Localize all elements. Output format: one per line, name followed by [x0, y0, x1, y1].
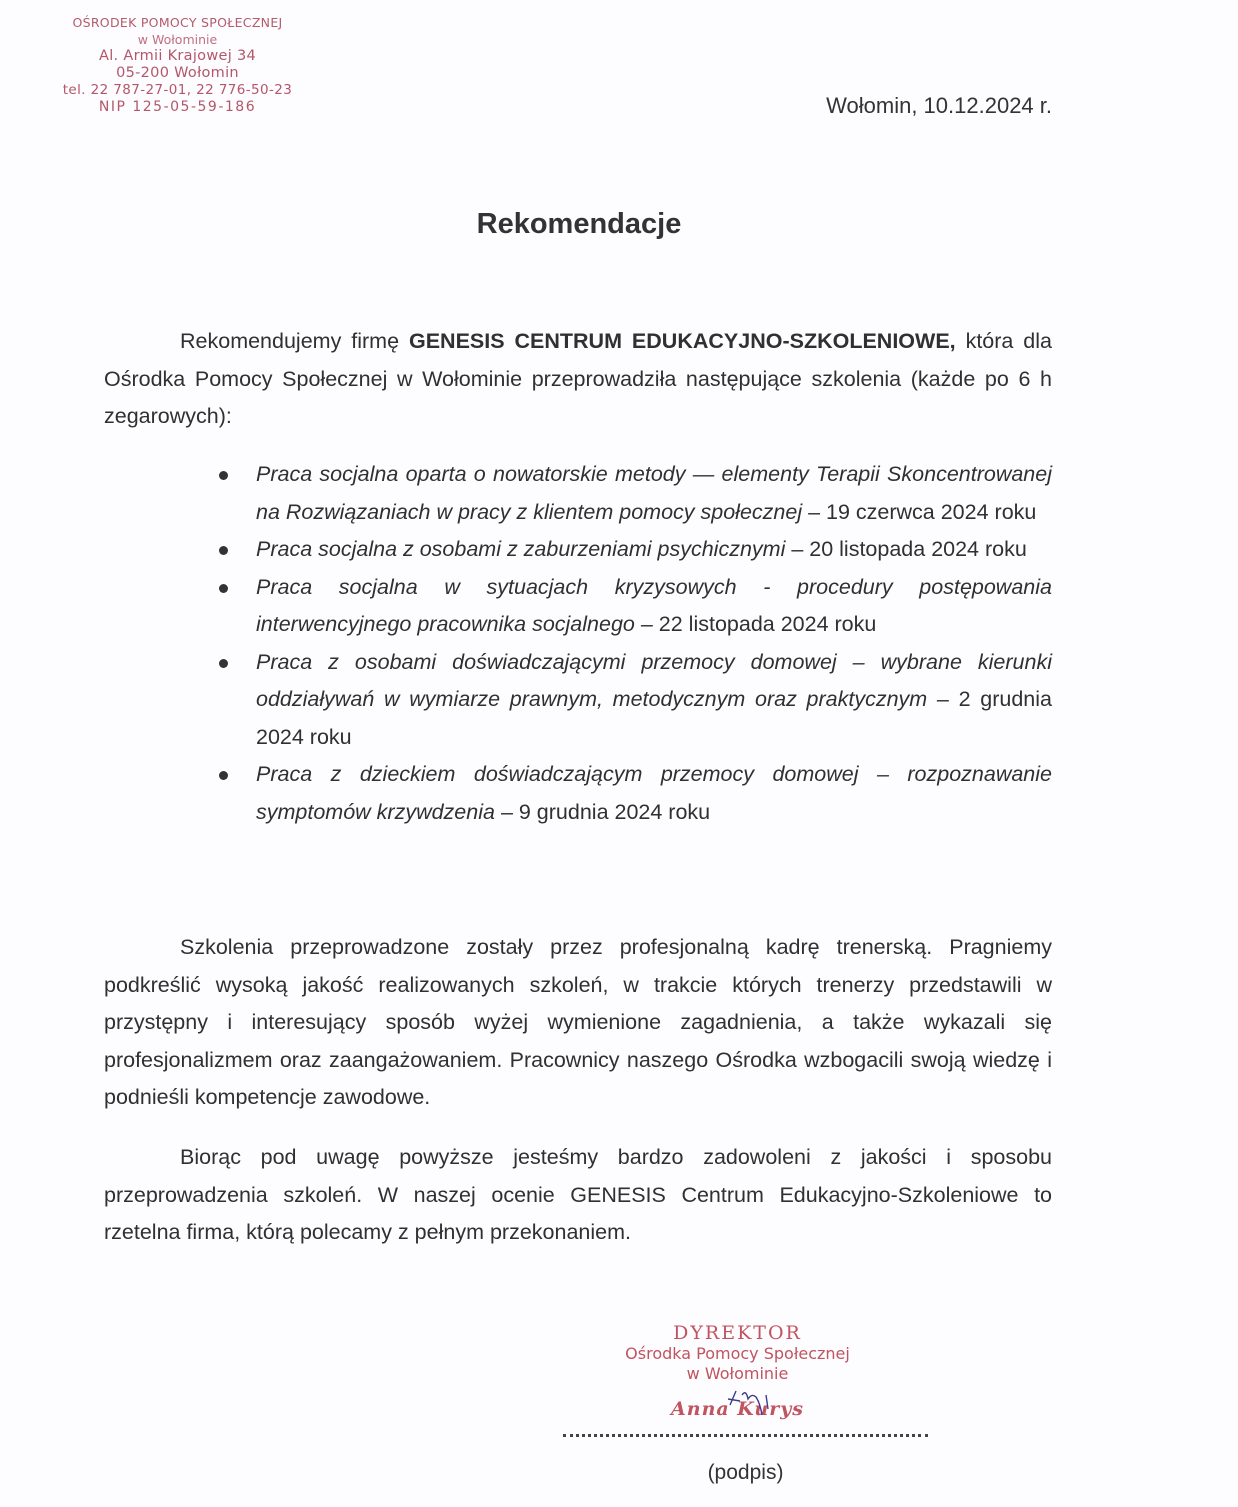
bullet-icon: [219, 584, 228, 593]
training-date: – 19 czerwca 2024 roku: [802, 499, 1037, 524]
signature-line: [563, 1434, 928, 1437]
stamp-line-city: w Wołominie: [137, 32, 218, 47]
training-date: – 20 listopada 2024 roku: [785, 537, 1027, 561]
bullet-icon: [219, 471, 228, 480]
intro-text-before: Rekomendujemy firmę: [180, 329, 409, 353]
training-date: – 2 grudnia 2024 roku: [256, 687, 1052, 749]
stamp-line-institution: OŚRODEK POMOCY SPOŁECZNEJ: [72, 15, 283, 30]
document-title: Rekomendacje: [476, 208, 682, 240]
quality-text: Szkolenia przeprowadzone zostały przez profesjonalną kadrę trenerską. Pragniemy podkreślić wysoką jakość realizowanych szkoleń, w trakcie których trenerzy przedstawili w przystępny i interesujący sposób wyżej wymienione zagadnienia, a także wykazali się profesjonalizmem oraz zaangażowaniem. Pracownicy naszego Ośrodka wzbogacili swoją wiedzę i podnieśli kompetencje zawodowe.: [104, 935, 1052, 1109]
stamp-director-city: w Wołominie: [686, 1364, 789, 1383]
company-name: GENESIS CENTRUM EDUKACYJNO-SZKOLENIOWE,: [408, 329, 956, 353]
bullet-icon: [219, 659, 228, 668]
training-title: Praca socjalna z osobami z zaburzeniami psychicznymi: [256, 537, 786, 561]
stamp-director-institution: Ośrodka Pomocy Społecznej: [625, 1344, 850, 1363]
stamp-director-title: DYREKTOR: [673, 1322, 802, 1344]
signature-caption: (podpis): [707, 1461, 784, 1484]
list-item: [215, 569, 1052, 644]
training-title: Praca socjalna oparta o nowatorskie metody — elementy Terapii Skoncentrowanej na Rozwiązaniach w pracy z klientem pomocy społecznej: [256, 462, 1052, 524]
list-item: [215, 644, 1052, 757]
institution-stamp: [40, 14, 315, 116]
intro-text-after: która dla Ośrodka Pomocy Społecznej w Wołominie przeprowadziła następujące szkolenia (każde po 6 h zegarowych):: [104, 329, 1053, 428]
training-title: Praca z dzieckiem doświadczającym przemocy domowej – rozpoznawanie symptomów krzywdzenia: [256, 762, 1052, 824]
stamp-line-phone: tel. 22 787-27-01, 22 776-50-23: [62, 82, 293, 98]
quality-paragraph: [104, 929, 1052, 1117]
list-item: [215, 456, 1052, 531]
intro-paragraph: [104, 323, 1052, 436]
training-date: – 9 grudnia 2024 roku: [494, 799, 711, 824]
training-title: Praca z osobami doświadczającymi przemocy domowej – wybrane kierunki oddziaływań w wymiarze prawnym, metodycznym oraz praktycznym: [256, 649, 1052, 711]
training-list: [215, 456, 1052, 831]
recommendation-text: Biorąc pod uwagę powyższe jesteśmy bardzo zadowoleni z jakości i sposobu przeprowadzenia szkoleń. W naszej ocenie GENESIS Centrum Edukacyjno-Szkoleniowe to rzetelna firma, którą polecamy z pełnym przekonaniem.: [104, 1145, 1052, 1244]
stamp-line-nip: NIP 125-05-59-186: [98, 99, 257, 115]
recommendation-paragraph: [104, 1139, 1052, 1252]
document-date: Wołomin, 10.12.2024 r.: [826, 93, 1052, 118]
stamp-line-postal: 05-200 Wołomin: [116, 65, 239, 81]
list-item: [215, 756, 1052, 831]
training-title: Praca socjalna w sytuacjach kryzysowych - procedury postępowania interwencyjnego pracownika socjalnego: [256, 574, 1052, 636]
bullet-icon: [219, 546, 228, 555]
handwritten-signature-icon: [726, 1385, 786, 1425]
stamp-director-name: Anna Kurys: [671, 1398, 804, 1420]
stamp-line-street: Al. Armii Krajowej 34: [98, 48, 256, 64]
training-date: – 22 listopada 2024 roku: [634, 612, 877, 636]
list-item: [215, 531, 1052, 569]
bullet-icon: [219, 771, 228, 780]
